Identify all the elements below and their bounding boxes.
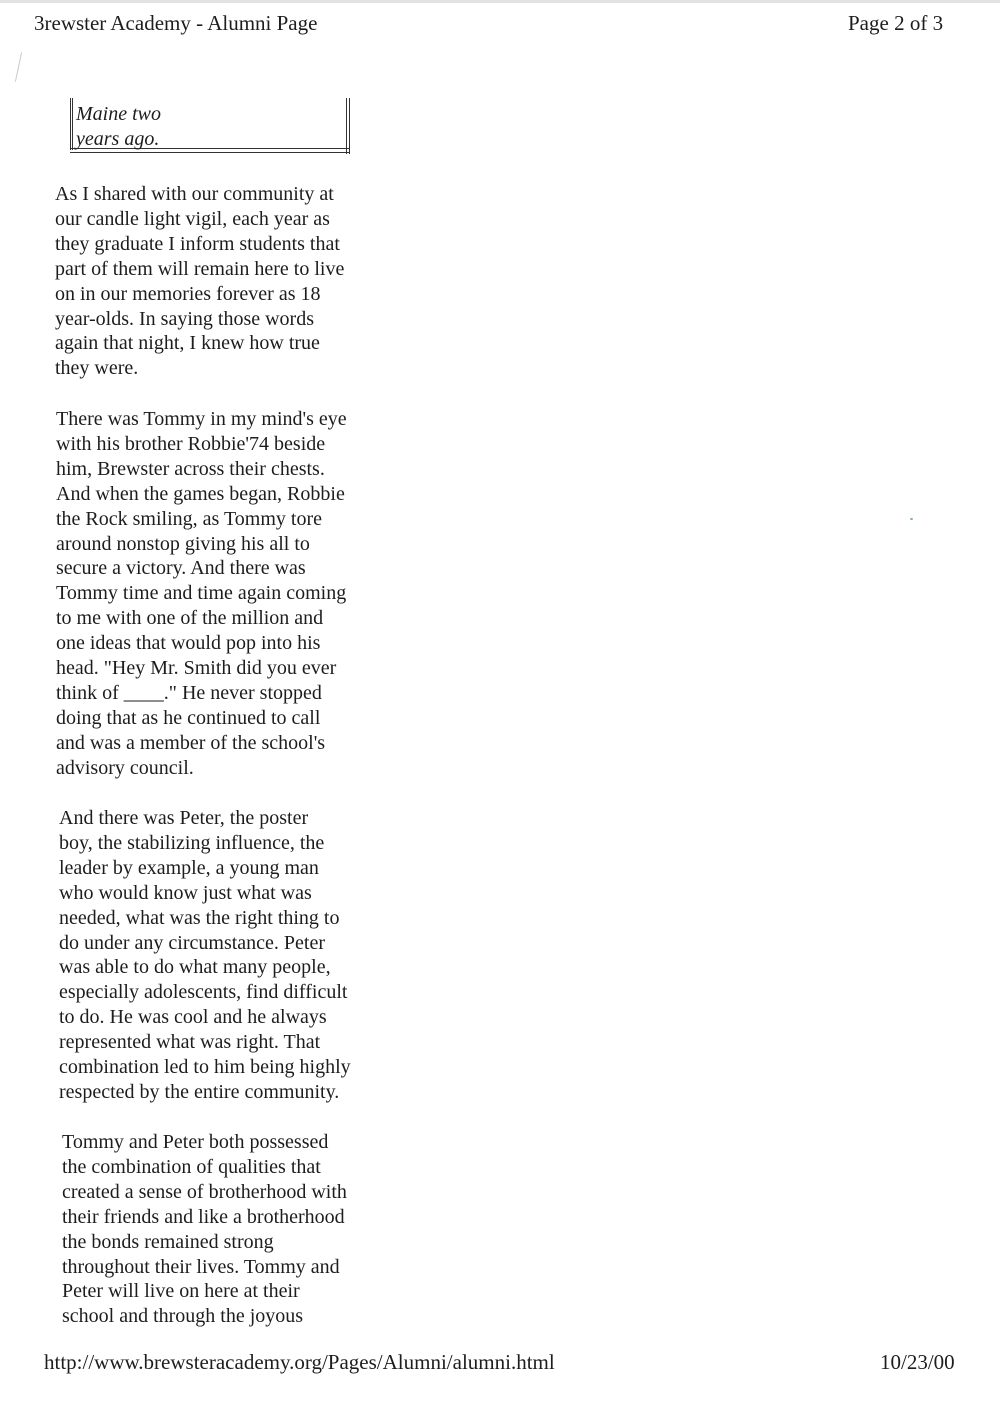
text-line: our candle light vigil, each year as: [55, 207, 330, 230]
article-paragraph-1: [55, 182, 344, 381]
text-line: And there was Peter, the poster: [59, 807, 309, 829]
text-line: advisory council.: [56, 756, 194, 779]
text-line: on in our memories forever as 18: [55, 282, 321, 305]
text-line: Tommy time and time again coming: [56, 582, 347, 605]
text-line: who would know just what was: [59, 881, 312, 904]
text-line: And when the games began, Robbie: [56, 482, 345, 505]
text-line: they graduate I inform students that: [55, 232, 340, 255]
pull-quote-line: years ago.: [76, 128, 160, 150]
text-line: created a sense of brotherhood with: [62, 1180, 347, 1203]
text-line: around nonstop giving his all to: [56, 532, 310, 555]
text-line: the bonds remained strong: [62, 1230, 274, 1253]
article-paragraph-2: [56, 407, 347, 781]
text-line: with his brother Robbie'74 beside: [56, 432, 326, 455]
article-paragraph-4: [62, 1130, 347, 1329]
text-line: Tommy and Peter both possessed: [62, 1131, 329, 1153]
text-line: the Rock smiling, as Tommy tore: [56, 507, 322, 530]
pull-quote-box: [68, 98, 352, 156]
pull-quote-left-border: [70, 98, 73, 150]
text-line: head. "Hey Mr. Smith did you ever: [56, 657, 337, 680]
text-line: the combination of qualities that: [62, 1155, 321, 1178]
pull-quote-line: Maine two: [76, 103, 161, 125]
page-number-indicator: Page 2 of 3: [848, 11, 944, 35]
footer-print-date: 10/23/00: [880, 1350, 955, 1374]
text-line: secure a victory. And there was: [56, 557, 306, 580]
text-line: There was Tommy in my mind's eye: [56, 408, 347, 430]
text-line: combination led to him being highly: [59, 1056, 351, 1079]
text-line: think of ____." He never stopped: [56, 681, 322, 704]
scan-top-edge: [0, 0, 1000, 3]
text-line: their friends and like a brotherhood: [62, 1205, 345, 1228]
text-line: to me with one of the million and: [56, 607, 324, 630]
text-line: throughout their lives. Tommy and: [62, 1255, 340, 1278]
text-line: As I shared with our community at: [55, 183, 334, 205]
text-line: school and through the joyous: [62, 1305, 304, 1328]
text-line: was able to do what many people,: [59, 956, 331, 979]
text-line: respected by the entire community.: [59, 1080, 340, 1103]
article-paragraph-3: [59, 806, 351, 1105]
text-line: Peter will live on here at their: [62, 1280, 300, 1303]
text-line: to do. He was cool and he always: [59, 1006, 327, 1029]
page-header-title: 3rewster Academy - Alumni Page: [34, 11, 318, 35]
text-line: represented what was right. That: [59, 1031, 321, 1054]
footer-source-url: http://www.brewsteracademy.org/Pages/Alumni/alumni.html: [44, 1350, 555, 1374]
pull-quote-right-border: [346, 98, 350, 154]
text-line: him, Brewster across their chests.: [56, 457, 325, 480]
text-line: year-olds. In saying those words: [55, 307, 314, 330]
text-line: do under any circumstance. Peter: [59, 931, 326, 954]
scan-artifact-mark: [15, 52, 22, 82]
text-line: especially adolescents, find difficult: [59, 981, 348, 1004]
text-line: needed, what was the right thing to: [59, 906, 340, 929]
text-line: again that night, I knew how true: [55, 332, 320, 355]
text-line: and was a member of the school's: [56, 731, 326, 754]
text-line: doing that as he continued to call: [56, 706, 321, 729]
scan-speck: [910, 518, 913, 520]
pull-quote-text: [76, 102, 161, 152]
text-line: one ideas that would pop into his: [56, 632, 321, 655]
text-line: boy, the stabilizing influence, the: [59, 831, 325, 854]
text-line: leader by example, a young man: [59, 856, 319, 879]
text-line: they were.: [55, 357, 139, 380]
text-line: part of them will remain here to live: [55, 257, 345, 280]
